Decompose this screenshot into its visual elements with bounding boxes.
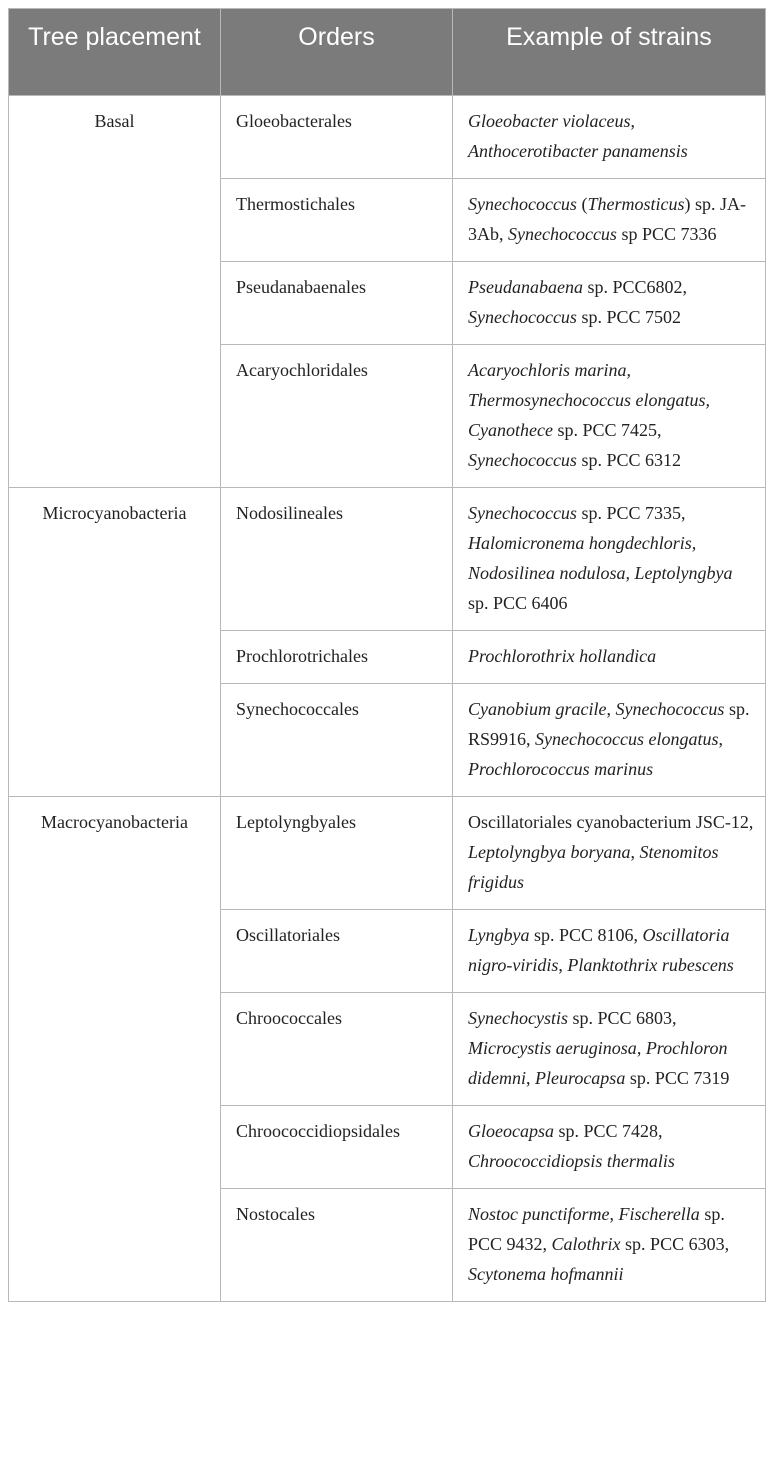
strain-name-italic: Planktothrix rubescens [567,955,734,975]
strain-text: , [718,729,723,749]
strain-name-italic: Scytonema hofmannii [468,1264,624,1284]
strain-name-italic: Gloeocapsa [468,1121,554,1141]
strain-text: ) sp. JA-3Ab, [468,194,746,244]
strains-cell [453,1106,766,1189]
strain-text: sp. PCC 6303, [620,1234,730,1254]
table-row [9,797,766,910]
strain-name-italic: Prochloron didemni [468,1038,728,1088]
strain-text: , [526,1068,535,1088]
strain-name-italic: Synechococcus [468,503,577,523]
strain-name-italic: Synechococcus [508,224,617,244]
strain-text: sp PCC 7336 [616,224,717,244]
order-cell: Synechococcales [221,684,453,797]
strains-cell [453,797,766,910]
strains-cell [453,993,766,1106]
strain-name-italic: Gloeobacter violaceus [468,111,631,131]
strain-text: sp. PCC 7502 [576,307,681,327]
strains-cell [453,262,766,345]
strain-name-italic: Oscillatoria nigro-viridis [468,925,730,975]
header-tree-placement: Tree placement [9,9,221,96]
strain-name-italic: Prochlorococcus marinus [468,759,654,779]
order-cell: Chroococcidiopsidales [221,1106,453,1189]
order-cell: Pseudanabaenales [221,262,453,345]
strain-text: , [606,699,616,719]
table-row [9,488,766,631]
strain-text: sp. RS9916, [468,699,750,749]
order-cell: Prochlorotrichales [221,631,453,684]
strain-name-italic: Fischerella [618,1204,700,1224]
strain-name-italic: Halomicronema hongdechloris, Nodosilinea nodulosa, Leptolyngbya [468,533,733,583]
order-cell: Nodosilineales [221,488,453,631]
strains-cell [453,684,766,797]
strain-name-italic: Anthocerotibacter panamensis [468,141,688,161]
strain-name-italic: Thermosticus [587,194,685,214]
strain-name-italic: Synechococcus [468,194,577,214]
strain-name-italic: Prochlorothrix hollandica [468,646,657,666]
strain-text: ( [576,194,588,214]
strain-text: sp. PCC 9432, [468,1204,725,1254]
order-cell: Acaryochloridales [221,345,453,488]
strain-text: , [630,111,635,131]
strain-name-italic: Cyanobium gracile [468,699,607,719]
strain-name-italic: Synechococcus [468,450,577,470]
order-cell: Thermostichales [221,179,453,262]
strain-name-italic: Pseudanabaena [468,277,583,297]
header-example-strains: Example of strains [453,9,766,96]
strains-cell [453,631,766,684]
strain-name-italic: Calothrix [551,1234,621,1254]
tree-placement-cell: Macrocyanobacteria [9,797,221,1302]
table-row [9,96,766,179]
header-row [9,9,766,96]
strain-text: sp. PCC6802, [582,277,688,297]
strain-name-italic: Synechococcus [615,699,725,719]
strain-text: , [558,955,568,975]
strains-table [8,8,766,1302]
strain-text: , [630,842,640,862]
table-body [9,96,766,1302]
strain-name-italic: Nostoc punctiforme [468,1204,610,1224]
tree-placement-cell: Microcyanobacteria [9,488,221,797]
strain-text: sp. PCC 7319 [625,1068,730,1088]
strain-name-italic: Synechococcus [468,307,577,327]
strains-cell [453,1189,766,1302]
strain-name-italic: Chroococcidiopsis thermalis [468,1151,675,1171]
strain-text: , [636,1038,646,1058]
strain-name-italic: Synechococcus elongatus [535,729,719,749]
strain-text: sp. PCC 7335, [576,503,686,523]
strain-text: Oscillatoriales cyanobacterium JSC-12, [468,812,754,832]
table-header [9,9,766,96]
strain-text: , [609,1204,619,1224]
strain-name-italic: Lyngbya [468,925,530,945]
strain-name-italic: Pleurocapsa [535,1068,626,1088]
strains-cell [453,179,766,262]
strain-name-italic: Microcystis aeruginosa [468,1038,637,1058]
order-cell: Nostocales [221,1189,453,1302]
strain-name-italic: Leptolyngbya boryana [468,842,631,862]
strains-cell [453,96,766,179]
strain-text: sp. PCC 6312 [576,450,681,470]
strain-name-italic: Acaryochloris marina, Thermosynechococcus elongatus, Cyanothece [468,360,710,440]
order-cell: Leptolyngbyales [221,797,453,910]
order-cell: Oscillatoriales [221,910,453,993]
tree-placement-cell: Basal [9,96,221,488]
header-orders: Orders [221,9,453,96]
strain-text: sp. PCC 8106, [529,925,643,945]
order-cell: Gloeobacterales [221,96,453,179]
strain-name-italic: Stenomitos frigidus [468,842,719,892]
strains-cell [453,910,766,993]
strain-text: sp. PCC 7428, [553,1121,663,1141]
order-cell: Chroococcales [221,993,453,1106]
strains-cell [453,488,766,631]
strain-text: sp. PCC 7425, [552,420,662,440]
strains-cell [453,345,766,488]
strain-text: sp. PCC 6803, [567,1008,677,1028]
strain-name-italic: Synechocystis [468,1008,568,1028]
strain-text: sp. PCC 6406 [468,593,568,613]
